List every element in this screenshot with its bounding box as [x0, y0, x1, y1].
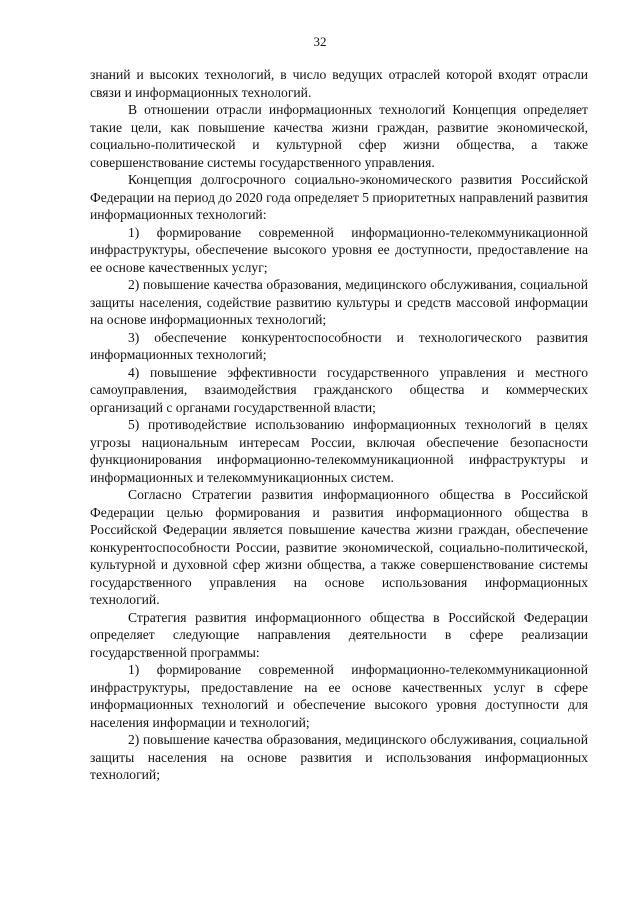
body-text	[90, 66, 588, 784]
list-item-2: 2) повышение качества образования, медицинского обслуживания, социальной защиты населения, содействие развитию культуры и средств массовой информации на основе информационных технологий;	[90, 277, 588, 327]
paragraph-strategy-goal: Согласно Стратегии развития информационного общества в Российской Федерации целью формирования и развития информационного общества в Российской Федерации является повышение качества жизни граждан, обеспечение конкурентоспособности России, развитие экономической, социально-политической, культурной и духовной сфер жизни общества, а также совершенствование системы государственного управления на основе использования информационных технологий.	[90, 487, 588, 607]
list-item-1: 1) формирование современной информационно-телекоммуникационной инфраструктуры, обеспечение высокого уровня ее доступности, предоставление на ее основе качественных услуг;	[90, 224, 588, 275]
paragraph-2: В отношении отрасли информационных технологий Концепция определяет такие цели, как повышение качества жизни граждан, развитие экономической, социально-политической и культурной сфер жизни общества, а также совершенствование системы государственного управления.	[90, 102, 588, 170]
paragraph-3: Концепция долгосрочного социально-экономического развития Российской Федерации на период до 2020 года определяет 5 приоритетных направлений развития информационных технологий:	[90, 172, 588, 222]
paragraph-strategy-directions: Стратегия развития информационного общества в Российской Федерации определяет следующие направления деятельности в сфере реализации государственной программы:	[90, 609, 588, 660]
list-item-5: 5) противодействие использованию информационных технологий в целях угрозы национальным интересам России, включая обеспечение безопасности функционирования информационно-телекоммуникационной инфраструктуры и информационных и телекоммуникационных систем.	[90, 417, 588, 485]
list-item-3: 3) обеспечение конкурентоспособности и технологического развития информационных технологий;	[90, 329, 588, 362]
list-item-4: 4) повышение эффективности государственного управления и местного самоуправления, взаимодействия гражданского общества и коммерческих организаций с органами государственной власти;	[90, 364, 588, 415]
direction-item-1: 1) формирование современной информационно-телекоммуникационной инфраструктуры, предоставление на ее основе качественных услуг в сфере информационных технологий и обеспечение высокого уровня доступности для населения информации и технологий;	[90, 662, 588, 730]
paragraph-1: знаний и высоких технологий, в число ведущих отраслей которой входят отрасли связи и информационных технологий.	[90, 67, 588, 100]
page-number: 32	[313, 34, 327, 49]
direction-item-2: 2) повышение качества образования, медицинского обслуживания, социальной защиты населения на основе развития и использования информационных технологий;	[90, 732, 588, 782]
